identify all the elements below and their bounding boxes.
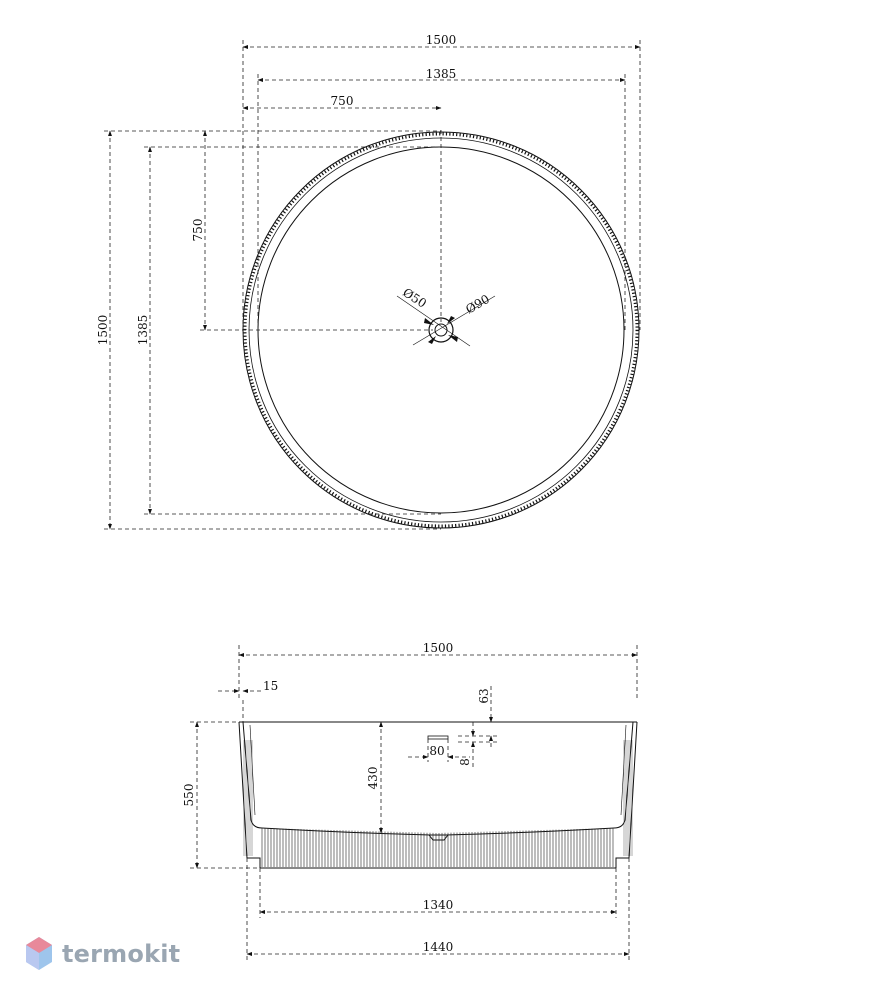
top-height-inner-label: 1385 xyxy=(136,314,150,346)
overflow-top-label: 63 xyxy=(477,688,491,704)
top-width-outer-label: 1500 xyxy=(425,33,457,47)
overflow-width-label: 80 xyxy=(429,744,445,758)
fluted-exterior xyxy=(244,740,632,867)
brand-watermark xyxy=(24,936,180,972)
rim-thickness-label: 15 xyxy=(263,679,279,693)
top-height-outer-label: 1500 xyxy=(96,314,110,346)
side-view xyxy=(182,641,637,962)
brand-logo-icon xyxy=(24,936,54,972)
inner-depth-label: 430 xyxy=(366,766,380,790)
left-outer-wall xyxy=(239,722,260,868)
overflow-slot xyxy=(428,736,448,739)
drain-large-label: Ø90 xyxy=(463,291,492,317)
overflow-height-label: 8 xyxy=(458,758,472,766)
top-width-inner-label: 1385 xyxy=(425,67,457,81)
side-width-top-label: 1500 xyxy=(422,641,454,655)
base-outer-label: 1440 xyxy=(422,940,454,954)
right-outer-wall xyxy=(616,722,637,868)
drain-small-label: Ø50 xyxy=(400,285,429,311)
base-inner-label: 1340 xyxy=(422,898,454,912)
brand-name: termokit xyxy=(62,940,181,968)
top-half-width-label: 750 xyxy=(330,94,354,108)
top-half-height-label: 750 xyxy=(191,218,205,242)
total-height-label: 550 xyxy=(182,783,196,807)
top-view xyxy=(96,33,640,529)
